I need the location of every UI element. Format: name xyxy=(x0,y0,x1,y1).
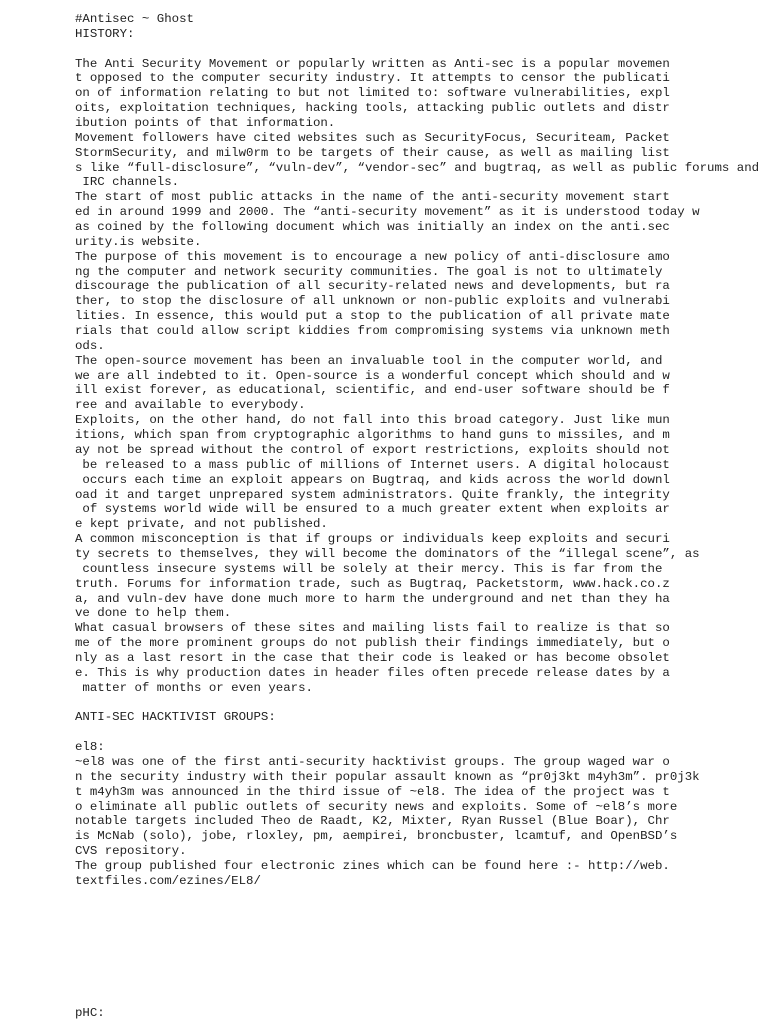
text-line: be released to a mass public of millions of Internet users. A digital holocaust xyxy=(75,457,670,472)
text-line: rials that could allow script kiddies from compromising systems via unknown meth xyxy=(75,324,670,339)
text-line: ng the computer and network security communities. The goal is not to ultimately xyxy=(75,264,663,279)
text-line: ay not be spread without the control of export restrictions, exploits should not xyxy=(75,442,670,457)
text-line: StormSecurity, and milw0rm to be targets of their cause, as well as mailing list xyxy=(75,145,670,160)
text-line: o eliminate all public outlets of security news and exploits. Some of ~el8’s more xyxy=(75,799,678,814)
text-line: ill exist forever, as educational, scientific, and end-user software should be f xyxy=(75,383,670,398)
text-line: ther, to stop the disclosure of all unknown or non-public exploits and vulnerabi xyxy=(75,294,670,309)
history-paragraph xyxy=(75,190,765,249)
history-paragraph xyxy=(75,131,765,190)
group-entry xyxy=(75,740,765,889)
text-line: of systems world wide will be ensured to a much greater extent when exploits ar xyxy=(75,502,670,517)
text-line: t m4yh3m was announced in the third issue of ~el8. The idea of the project was t xyxy=(75,784,670,799)
text-line: textfiles.com/ezines/EL8/ xyxy=(75,873,261,888)
text-line: lities. In essence, this would put a stop to the publication of all private mate xyxy=(75,309,670,324)
text-line: a, and vuln-dev have done much more to harm the underground and net than they ha xyxy=(75,591,670,606)
text-line: countless insecure systems will be solely at their mercy. This is far from the xyxy=(75,561,663,576)
document-body xyxy=(75,12,765,889)
text-line: Exploits, on the other hand, do not fall into this broad category. Just like mun xyxy=(75,413,670,428)
text-line: A common misconception is that if groups or individuals keep exploits and securi xyxy=(75,532,670,547)
text-line: itions, which span from cryptographic algorithms to hand guns to missiles, and m xyxy=(75,428,670,443)
text-line: ty secrets to themselves, they will become the dominators of the “illegal scene”, as xyxy=(75,546,700,561)
history-paragraph xyxy=(75,354,765,413)
text-line: as coined by the following document which was initially an index on the anti.sec xyxy=(75,220,670,235)
text-line: ibution points of that information. xyxy=(75,116,336,131)
text-line: ed in around 1999 and 2000. The “anti-security movement” as it is understood today w xyxy=(75,205,700,220)
next-group-heading: pHC: xyxy=(75,1006,105,1020)
text-line: oits, exploitation techniques, hacking tools, attacking public outlets and distr xyxy=(75,101,670,116)
text-line: The purpose of this movement is to encourage a new policy of anti-disclosure amo xyxy=(75,249,670,264)
text-line: ods. xyxy=(75,338,105,353)
text-line: The open-source movement has been an invaluable tool in the computer world, and xyxy=(75,353,663,368)
text-line: urity.is website. xyxy=(75,234,202,249)
text-line: ~el8 was one of the first anti-security hacktivist groups. The group waged war o xyxy=(75,754,670,769)
text-line: occurs each time an exploit appears on Bugtraq, and kids across the world downl xyxy=(75,472,670,487)
text-line: The Anti Security Movement or popularly written as Anti-sec is a popular movemen xyxy=(75,56,670,71)
blank-line xyxy=(75,725,765,740)
text-line: Movement followers have cited websites such as SecurityFocus, Securiteam, Packet xyxy=(75,130,670,145)
history-paragraph xyxy=(75,57,765,131)
text-line: e. This is why production dates in header files often precede release dates by a xyxy=(75,665,670,680)
text-line: matter of months or even years. xyxy=(75,680,313,695)
text-line: ve done to help them. xyxy=(75,606,232,621)
history-paragraph xyxy=(75,532,765,621)
history-section xyxy=(75,57,765,696)
text-line: What casual browsers of these sites and mailing lists fail to realize is that so xyxy=(75,621,670,636)
document-title: #Antisec ~ Ghost xyxy=(75,12,194,26)
text-line: is McNab (solo), jobe, rloxley, pm, aempirei, broncbuster, lcamtuf, and OpenBSD’s xyxy=(75,829,678,844)
groups-heading: ANTI-SEC HACKTIVIST GROUPS: xyxy=(75,710,276,725)
text-line: on of information relating to but not limited to: software vulnerabilities, expl xyxy=(75,86,670,101)
blank-line xyxy=(75,696,765,711)
text-line: n the security industry with their popular assault known as “pr0j3kt m4yh3m”. pr0j3k xyxy=(75,769,700,784)
history-paragraph xyxy=(75,621,765,695)
text-line: The start of most public attacks in the name of the anti-security movement start xyxy=(75,190,670,205)
text-line: notable targets included Theo de Raadt, K2, Mixter, Ryan Russel (Blue Boar), Chr xyxy=(75,814,670,829)
text-line: truth. Forums for information trade, such as Bugtraq, Packetstorm, www.hack.co.z xyxy=(75,576,670,591)
text-line: s like “full-disclosure”, “vuln-dev”, “vendor-sec” and bugtraq, as well as public forums and xyxy=(75,160,760,175)
text-line: t opposed to the computer security industry. It attempts to censor the publicati xyxy=(75,71,670,86)
text-line: e kept private, and not published. xyxy=(75,517,328,532)
text-line: IRC channels. xyxy=(75,175,180,190)
history-paragraph xyxy=(75,250,765,354)
text-line: we are all indebted to it. Open-source is a wonderful concept which should and w xyxy=(75,368,670,383)
groups-section xyxy=(75,740,765,889)
text-line: oad it and target unprepared system administrators. Quite frankly, the integrity xyxy=(75,487,670,502)
history-heading: HISTORY: xyxy=(75,26,135,41)
blank-line xyxy=(75,42,765,57)
text-line: CVS repository. xyxy=(75,844,187,859)
text-line: discourage the publication of all security-related news and developments, but ra xyxy=(75,279,670,294)
group-name: el8: xyxy=(75,740,105,755)
history-paragraph xyxy=(75,413,765,532)
text-line: nly as a last resort in the case that their code is leaked or has become obsolet xyxy=(75,650,670,665)
text-line: ree and available to everybody. xyxy=(75,398,306,413)
text-line: The group published four electronic zines which can be found here :- http://web. xyxy=(75,858,670,873)
text-line: me of the more prominent groups do not publish their findings immediately, but o xyxy=(75,636,670,651)
